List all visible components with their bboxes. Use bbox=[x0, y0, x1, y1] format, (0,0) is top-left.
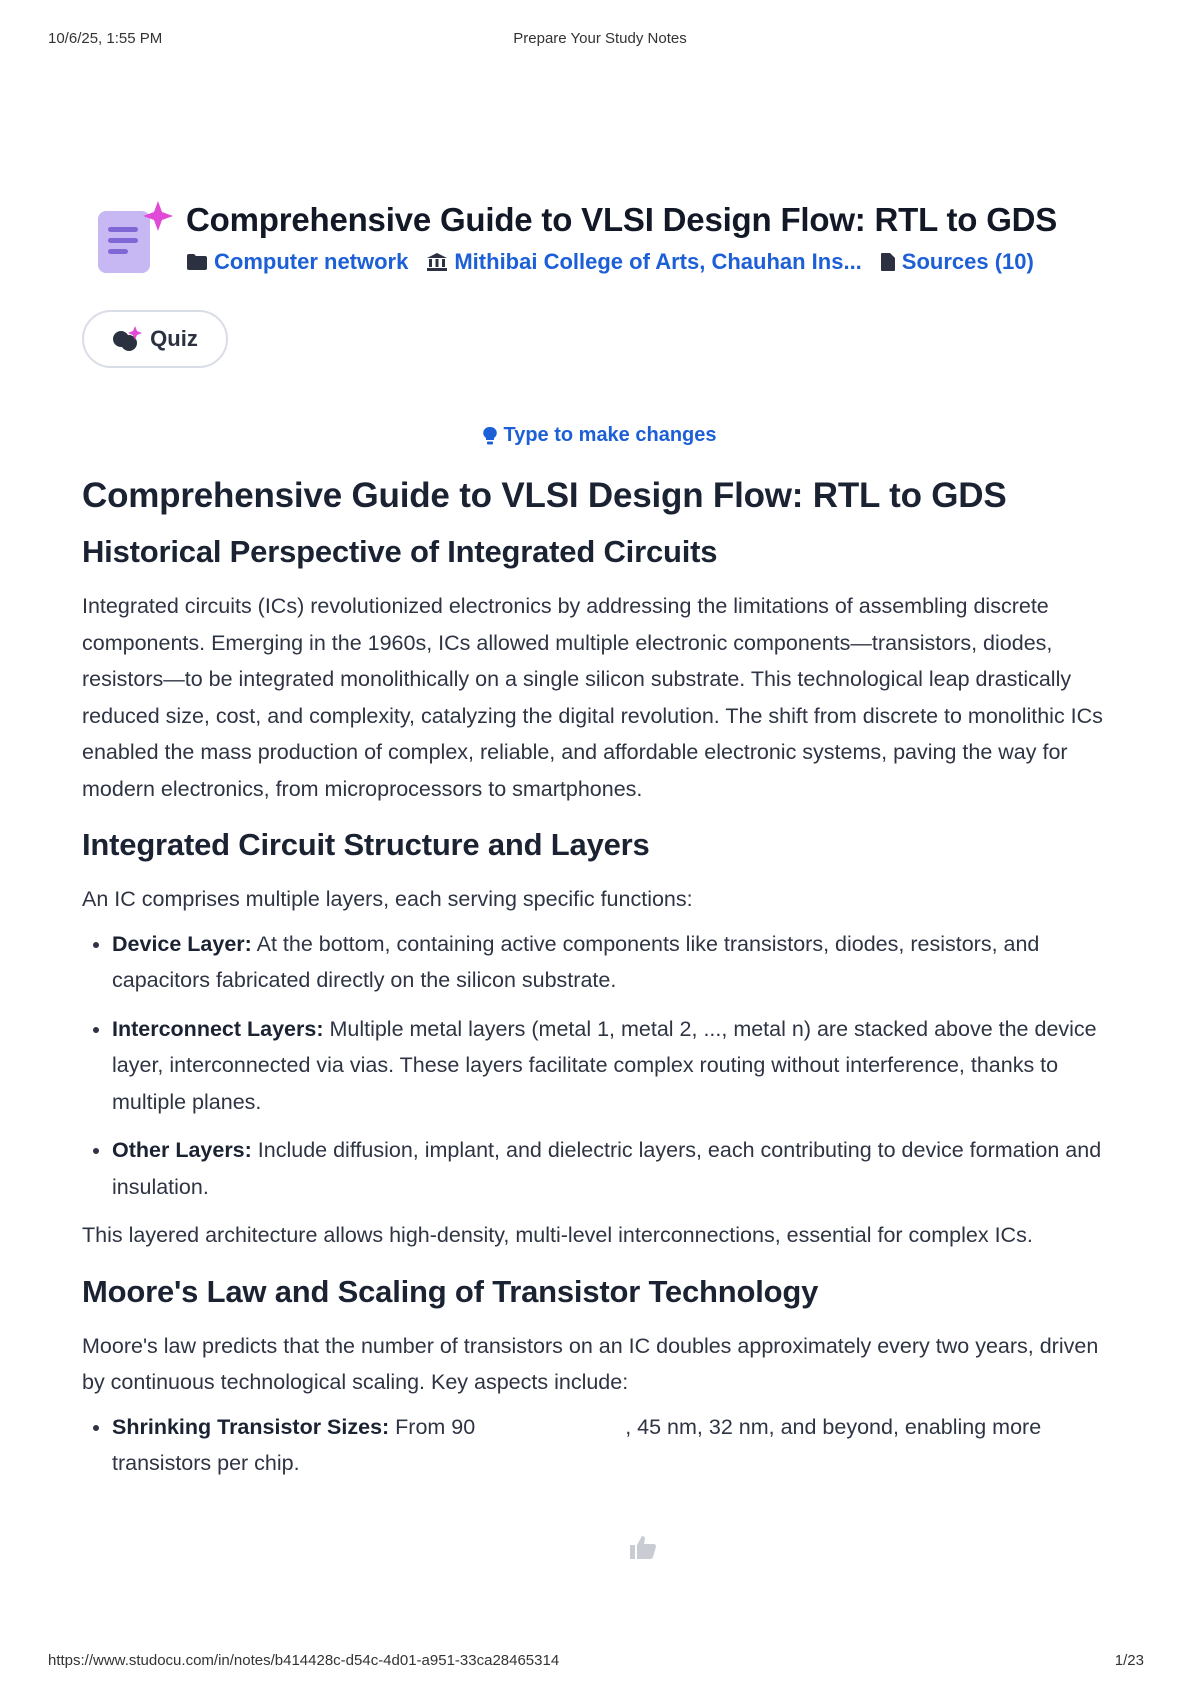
folder-link[interactable] bbox=[186, 249, 408, 275]
folder-icon bbox=[186, 253, 208, 271]
list-item-text: Include diffusion, implant, and dielectric layers, each contributing to device formation and insulation. bbox=[112, 1138, 1102, 1199]
print-url: https://www.studocu.com/in/notes/b414428c-d54c-4d01-a951-33ca28465314 bbox=[48, 1652, 560, 1669]
quiz-icon bbox=[112, 325, 142, 353]
folder-label: Computer network bbox=[214, 249, 409, 274]
print-datetime: 10/6/25, 1:55 PM bbox=[48, 30, 163, 47]
document-meta bbox=[186, 249, 1034, 275]
sources-link[interactable] bbox=[880, 249, 1034, 275]
list-item-text: Multiple metal layers (metal 1, metal 2, ..., metal n) are stacked above the device layer, interconnected via vias. These layers facilitate complex routing without interference, thanks to multiple planes. bbox=[112, 1016, 1097, 1114]
list-item-term: Interconnect Layers: bbox=[112, 1016, 324, 1041]
list-item-text: At the bottom, containing active components like transistors, diodes, resistors, and capacitors fabricated directly on the silicon substrate. bbox=[112, 931, 1040, 992]
paragraph-history: Integrated circuits (ICs) revolutionized electronics by addressing the limitations of assembling discrete components. Emerging in the 1960s, ICs allowed multiple electronic components—transistors, diodes, resistors—to be integrated monolithically on a single silicon substrate. This technological leap drastically reduced size, cost, and complexity, catalyzing the digital revolution. The shift from discrete to monolithic ICs enabled the mass production of complex, reliable, and affordable electronic systems, paving the way for modern electronics, from microprocessors to smartphones. bbox=[82, 594, 1103, 801]
edit-hint-text: Type to make changes bbox=[503, 424, 717, 446]
section-heading-structure: Integrated Circuit Structure and Layers bbox=[82, 827, 650, 862]
print-footer bbox=[48, 1652, 1152, 1672]
moores-list bbox=[82, 1409, 1122, 1482]
thumbs-up-icon[interactable] bbox=[628, 1534, 658, 1560]
file-icon bbox=[880, 252, 896, 272]
edit-hint bbox=[0, 424, 1200, 452]
print-header bbox=[48, 30, 1152, 50]
quiz-button[interactable] bbox=[82, 310, 228, 368]
list-item-term: Other Layers: bbox=[112, 1138, 252, 1162]
institution-icon bbox=[426, 252, 448, 272]
paragraph-structure-intro: An IC comprises multiple layers, each serving specific functions: bbox=[82, 887, 693, 911]
list-item-term: Device Layer: bbox=[112, 931, 252, 956]
list-item bbox=[112, 1011, 1122, 1121]
paragraph-structure-outro: This layered architecture allows high-density, multi-level interconnections, essential for complex ICs. bbox=[82, 1223, 1033, 1247]
quiz-label: Quiz bbox=[150, 326, 198, 351]
list-item bbox=[112, 926, 1122, 999]
notes-content[interactable] bbox=[82, 476, 1122, 1494]
list-item-text: , 45 nm, 32 nm, and beyond, enabling more transistors per chip. bbox=[112, 1414, 1042, 1475]
sources-label: Sources (10) bbox=[901, 249, 1034, 274]
paragraph-moores-intro: Moore's law predicts that the number of transistors on an IC doubles approximately every two years, driven by continuous technological scaling. Key aspects include: bbox=[82, 1333, 1099, 1394]
list-item bbox=[112, 1409, 1122, 1482]
lightbulb-icon bbox=[483, 426, 497, 446]
ai-notes-icon bbox=[96, 201, 178, 281]
section-heading-history: Historical Perspective of Integrated Circuits bbox=[82, 534, 718, 569]
content-title: Comprehensive Guide to VLSI Design Flow: RTL to GDS bbox=[82, 476, 1007, 515]
document-title: Comprehensive Guide to VLSI Design Flow: RTL to GDS bbox=[186, 201, 1058, 238]
print-page-title: Prepare Your Study Notes bbox=[513, 30, 687, 47]
institution-label: Mithibai College of Arts, Chauhan Ins... bbox=[454, 249, 862, 274]
institution-link[interactable] bbox=[426, 249, 861, 275]
structure-list bbox=[82, 926, 1122, 1206]
list-item-text: From 90 bbox=[389, 1414, 476, 1439]
print-page-number: 1/23 bbox=[1114, 1652, 1144, 1669]
list-item bbox=[112, 1132, 1122, 1205]
section-heading-moores-law: Moore's Law and Scaling of Transistor Technology bbox=[82, 1273, 819, 1309]
list-item-term: Shrinking Transistor Sizes: bbox=[112, 1414, 390, 1439]
